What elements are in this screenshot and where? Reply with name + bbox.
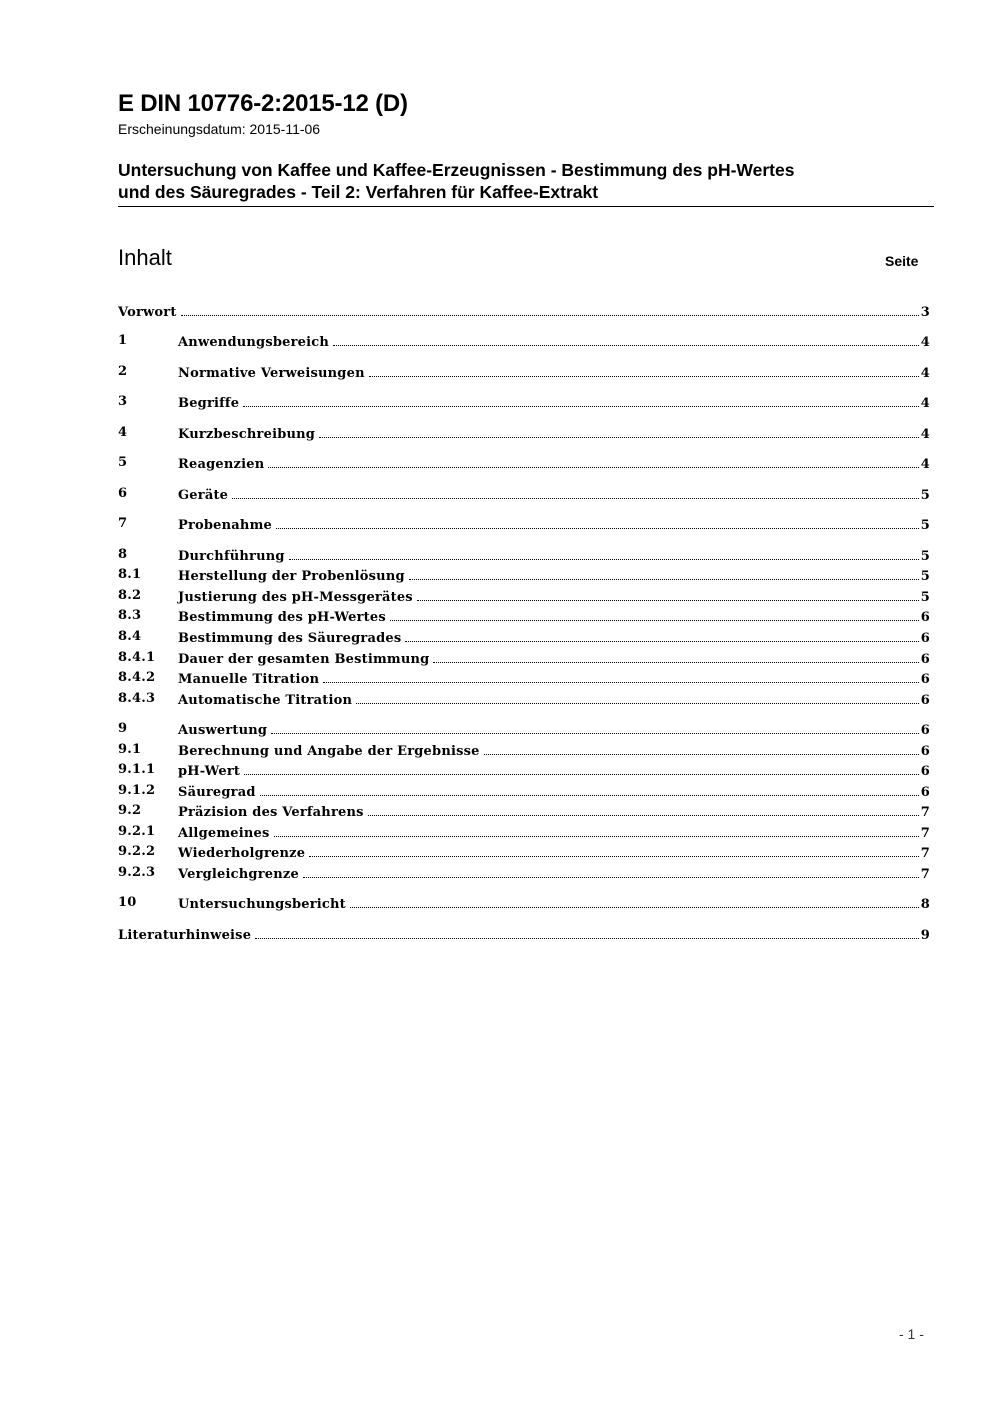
toc-heading: Inhalt bbox=[118, 245, 172, 270]
toc-entry-page: 5 bbox=[920, 518, 930, 533]
toc-entry[interactable] bbox=[118, 516, 930, 536]
publication-date: Erscheinungsdatum: 2015-11-06 bbox=[118, 121, 321, 137]
toc-entry-page: 6 bbox=[920, 744, 930, 759]
toc-entry-label[interactable]: Dauer der gesamten Bestimmung bbox=[178, 652, 430, 667]
toc-leader bbox=[309, 844, 919, 857]
toc-entry-number: 3 bbox=[118, 394, 128, 409]
toc-entry-number: 8 bbox=[118, 547, 128, 562]
toc-entry-page: 6 bbox=[920, 785, 930, 800]
toc-entry[interactable] bbox=[118, 333, 930, 353]
toc-entry-page: 7 bbox=[920, 826, 930, 841]
toc-entry[interactable] bbox=[118, 783, 930, 803]
toc-entry[interactable] bbox=[118, 394, 930, 414]
toc-leader bbox=[417, 588, 919, 601]
toc-leader bbox=[433, 650, 918, 663]
toc-entry-label[interactable]: Reagenzien bbox=[178, 457, 265, 472]
toc-entry[interactable] bbox=[118, 650, 930, 670]
toc-leader bbox=[390, 608, 919, 621]
toc-entry-label[interactable]: Anwendungsbereich bbox=[178, 335, 330, 350]
toc-entry-label[interactable]: Vorwort bbox=[118, 305, 177, 320]
page-number: - 1 - bbox=[899, 1326, 924, 1342]
toc-page-column-label: Seite bbox=[885, 253, 919, 269]
toc-entry-label[interactable]: Automatische Titration bbox=[178, 693, 353, 708]
toc-entry-number: 8.4.2 bbox=[118, 670, 156, 685]
toc-leader bbox=[289, 547, 919, 560]
toc-entry-page: 9 bbox=[920, 928, 930, 943]
toc-entry-label[interactable]: Begriffe bbox=[178, 396, 240, 411]
toc-entry-page: 4 bbox=[920, 366, 930, 381]
toc-leader bbox=[271, 721, 919, 734]
toc-entry[interactable] bbox=[118, 762, 930, 782]
toc-entry[interactable] bbox=[118, 486, 930, 506]
toc-entry-number: 2 bbox=[118, 364, 128, 379]
document-id: E DIN 10776-2:2015-12 (D) bbox=[118, 90, 408, 117]
toc-entry-number: 9.2.2 bbox=[118, 844, 156, 859]
toc-entry-page: 6 bbox=[920, 723, 930, 738]
toc-entry-number: 9.1.2 bbox=[118, 783, 156, 798]
toc-entry[interactable] bbox=[118, 803, 930, 823]
toc-leader bbox=[369, 364, 919, 377]
toc-entry[interactable] bbox=[118, 629, 930, 649]
toc-entry[interactable] bbox=[118, 742, 930, 762]
toc-entry-page: 6 bbox=[920, 693, 930, 708]
toc-entry-page: 4 bbox=[920, 427, 930, 442]
toc-entry-label[interactable]: Präzision des Verfahrens bbox=[178, 805, 364, 820]
toc-entry-label[interactable]: Manuelle Titration bbox=[178, 672, 320, 687]
document-title-line-2: und des Säuregrades - Teil 2: Verfahren für Kaffee-Extrakt bbox=[118, 182, 599, 202]
toc-entry-page: 6 bbox=[920, 672, 930, 687]
document-title bbox=[118, 159, 918, 203]
toc-entry-label[interactable]: Säuregrad bbox=[178, 785, 256, 800]
toc-entry[interactable] bbox=[118, 455, 930, 475]
toc-entry-number: 9.2 bbox=[118, 803, 142, 818]
toc-entry[interactable] bbox=[118, 691, 930, 711]
toc-leader bbox=[323, 670, 919, 683]
toc-entry-number: 8.4.3 bbox=[118, 691, 156, 706]
toc-leader bbox=[303, 865, 919, 878]
toc-entry-number: 8.3 bbox=[118, 608, 142, 623]
toc-leader bbox=[243, 394, 919, 407]
title-divider bbox=[118, 206, 934, 207]
toc-entry-label[interactable]: Wiederholgrenze bbox=[178, 846, 306, 861]
toc-leader bbox=[244, 762, 919, 775]
toc-entry-label[interactable]: Normative Verweisungen bbox=[178, 366, 365, 381]
toc-entry-label[interactable]: Durchführung bbox=[178, 549, 285, 564]
toc-leader bbox=[368, 803, 919, 816]
toc-leader bbox=[268, 455, 918, 468]
toc-entry-page: 3 bbox=[920, 305, 930, 320]
toc-entry[interactable] bbox=[118, 608, 930, 628]
toc-entry-page: 5 bbox=[920, 590, 930, 605]
toc-entry-label[interactable]: Literaturhinweise bbox=[118, 928, 252, 943]
toc-entry-number: 10 bbox=[118, 895, 137, 910]
toc-entry-page: 7 bbox=[920, 867, 930, 882]
toc-entry-label[interactable]: Kurzbeschreibung bbox=[178, 427, 316, 442]
toc-entry-number: 5 bbox=[118, 455, 128, 470]
toc-entry[interactable] bbox=[118, 721, 930, 741]
toc-entry[interactable] bbox=[118, 547, 930, 567]
toc-entry-number: 9.2.1 bbox=[118, 824, 156, 839]
toc-entry[interactable] bbox=[118, 588, 930, 608]
toc-entry-page: 7 bbox=[920, 846, 930, 861]
toc-entry[interactable] bbox=[118, 865, 930, 885]
toc-entry-number: 1 bbox=[118, 333, 128, 348]
toc-leader bbox=[350, 895, 919, 908]
toc-entry-number: 9.1 bbox=[118, 742, 142, 757]
toc-entry-number: 4 bbox=[118, 425, 128, 440]
toc-leader bbox=[409, 567, 919, 580]
toc-leader bbox=[356, 691, 919, 704]
toc-entry-number: 6 bbox=[118, 486, 128, 501]
toc-entry-label[interactable]: Probenahme bbox=[178, 518, 273, 533]
toc-entry-page: 5 bbox=[920, 549, 930, 564]
toc-entry-number: 8.1 bbox=[118, 567, 142, 582]
toc-entry-label[interactable]: Herstellung der Probenlösung bbox=[178, 569, 405, 584]
toc-entry-label[interactable]: Bestimmung des Säuregrades bbox=[178, 631, 402, 646]
document-title-line-1: Untersuchung von Kaffee und Kaffee-Erzeugnissen - Bestimmung des pH-Wertes bbox=[118, 160, 795, 180]
toc-entry-page: 6 bbox=[920, 652, 930, 667]
toc-leader bbox=[276, 516, 919, 529]
toc-entry-label[interactable]: Untersuchungsbericht bbox=[178, 897, 346, 912]
toc-entry-number: 9 bbox=[118, 721, 128, 736]
toc-entry[interactable] bbox=[118, 364, 930, 384]
toc-entry[interactable] bbox=[118, 844, 930, 864]
toc-entry-page: 5 bbox=[920, 569, 930, 584]
toc-entry-number: 8.2 bbox=[118, 588, 142, 603]
toc-entry-label[interactable]: Berechnung und Angabe der Ergebnisse bbox=[178, 744, 480, 759]
toc-entry-number: 9.1.1 bbox=[118, 762, 156, 777]
toc-entry-page: 6 bbox=[920, 631, 930, 646]
toc-entry-number: 7 bbox=[118, 516, 128, 531]
toc-leader bbox=[181, 303, 919, 316]
toc-entry-page: 4 bbox=[920, 335, 930, 350]
toc-leader bbox=[405, 629, 918, 642]
toc-entry-label[interactable]: Allgemeines bbox=[178, 826, 270, 841]
toc-leader bbox=[319, 425, 919, 438]
toc-entry-page: 4 bbox=[920, 396, 930, 411]
toc-entry[interactable] bbox=[118, 824, 930, 844]
toc-entry-page: 4 bbox=[920, 457, 930, 472]
toc-entry[interactable] bbox=[118, 670, 930, 690]
toc-entry-label[interactable]: Auswertung bbox=[178, 723, 268, 738]
toc-entry-page: 8 bbox=[920, 897, 930, 912]
toc-leader bbox=[274, 824, 919, 837]
toc-leader bbox=[333, 333, 919, 346]
toc-entry[interactable] bbox=[118, 567, 930, 587]
toc-entry-page: 6 bbox=[920, 610, 930, 625]
toc-entry-label[interactable]: Geräte bbox=[178, 488, 229, 503]
toc-leader bbox=[255, 926, 919, 939]
toc-entry-label[interactable]: Justierung des pH-Messgerätes bbox=[178, 590, 413, 605]
toc-entry[interactable] bbox=[118, 895, 930, 915]
toc-entry-number: 8.4.1 bbox=[118, 650, 156, 665]
toc-entry-label[interactable]: Vergleichgrenze bbox=[178, 867, 299, 882]
toc-entry-number: 9.2.3 bbox=[118, 865, 156, 880]
toc-entry-page: 5 bbox=[920, 488, 930, 503]
toc-leader bbox=[260, 783, 919, 796]
toc-entry-page: 7 bbox=[920, 805, 930, 820]
toc-leader bbox=[484, 742, 919, 755]
toc-entry[interactable] bbox=[118, 425, 930, 445]
toc-entry-label[interactable]: Bestimmung des pH-Wertes bbox=[178, 610, 386, 625]
toc-entry-number: 8.4 bbox=[118, 629, 142, 644]
toc-entry[interactable] bbox=[118, 303, 930, 323]
toc-leader bbox=[232, 486, 919, 499]
toc-entry-label[interactable]: pH-Wert bbox=[178, 764, 241, 779]
toc-entry-page: 6 bbox=[920, 764, 930, 779]
toc-entry[interactable] bbox=[118, 926, 930, 946]
